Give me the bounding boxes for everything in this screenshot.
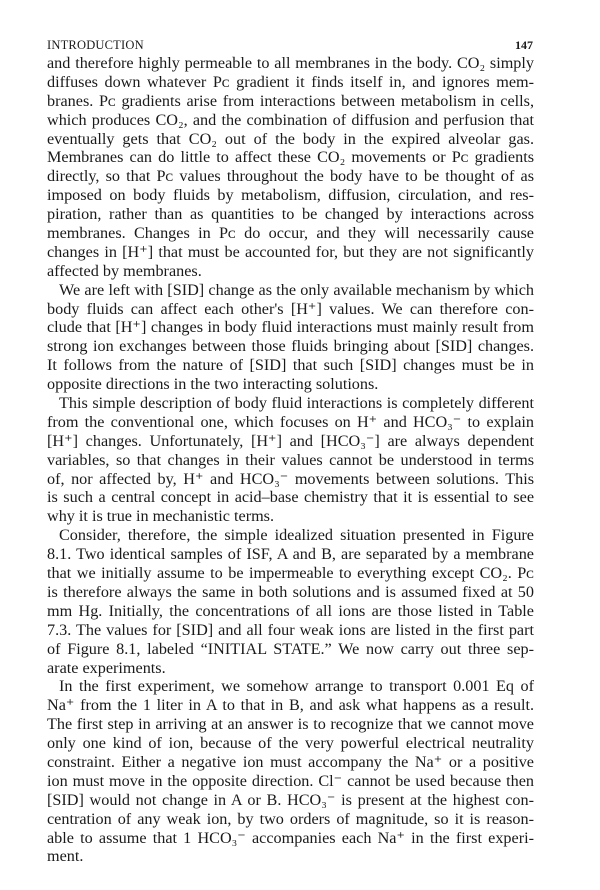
- text-line: ment.: [47, 847, 84, 866]
- text-line: affected by membranes.: [47, 261, 202, 280]
- text-line: imposed on body fluids by metabolism, diffusion, circulation, and res-: [47, 186, 534, 205]
- text-line: directly, so that Pᴄ values throughout the body have to be thought of as: [47, 167, 534, 186]
- text-line: Na⁺ from the 1 liter in A to that in B, and ask what happens as a result.: [47, 696, 534, 715]
- text-line: clude that [H⁺] changes in body fluid interactions must mainly result from: [47, 318, 534, 337]
- text-line: mm Hg. Initially, the concentrations of all ions are those listed in Table: [47, 601, 534, 620]
- text-line: [H⁺] changes. Unfortunately, [H⁺] and [HCO₃⁻] are always dependent: [47, 431, 534, 450]
- text-line: able to assume that 1 HCO₃⁻ accompanies each Na⁺ in the first experi-: [47, 828, 534, 847]
- paragraph: [47, 54, 534, 281]
- text-line: changes in [H⁺] that must be accounted for, but they are not significantly: [47, 242, 534, 261]
- text-line: that we initially assume to be impermeable to everything except CO₂. Pᴄ: [47, 564, 534, 583]
- text-line: constraint. Either a negative ion must accompany the Na⁺ or a positive: [47, 752, 534, 771]
- text-line: only one kind of ion, because of the very powerful electrical neutrality: [47, 734, 534, 753]
- text-line: ion must move in the opposite direction. Cl⁻ cannot be used because then: [47, 771, 534, 790]
- text-line: piration, rather than as quantities to be changed by interactions across: [47, 205, 534, 224]
- text-line: We are left with [SID] change as the only available mechanism by which: [59, 280, 534, 299]
- page-number: 147: [515, 38, 533, 52]
- text-line: branes. Pᴄ gradients arise from interactions between metabolism in cells,: [47, 91, 534, 110]
- text-line: diffuses down whatever Pᴄ gradient it finds itself in, and ignores mem-: [47, 72, 534, 91]
- paragraph: [47, 677, 534, 866]
- paragraph: [47, 526, 534, 677]
- text-line: 8.1. Two identical samples of ISF, A and B, are separated by a membrane: [47, 545, 534, 564]
- text-line: [SID] would not change in A or B. HCO₃⁻ is present at the highest con-: [47, 790, 534, 809]
- text-line: Consider, therefore, the simple idealized situation presented in Figure: [59, 526, 534, 545]
- text-line: It follows from the nature of [SID] that such [SID] changes must be in: [47, 356, 534, 375]
- text-line: why it is true in mechanistic terms.: [47, 507, 275, 526]
- text-line: which produces CO₂, and the combination of diffusion and perfusion that: [47, 110, 534, 129]
- text-line: is therefore always the same in both solutions and is assumed fixed at 50: [47, 582, 534, 601]
- text-line: from the conventional one, which focuses on H⁺ and HCO₃⁻ to explain: [47, 412, 534, 431]
- text-line: of Figure 8.1, labeled “INITIAL STATE.” We now carry out three sep-: [47, 639, 534, 658]
- text-line: and therefore highly permeable to all membranes in the body. CO₂ simply: [47, 54, 534, 72]
- text-line: is such a central concept in acid–base chemistry that it is essential to see: [47, 488, 534, 507]
- text-line: eventually gets that CO₂ out of the body in the expired alveolar gas.: [47, 129, 534, 148]
- body-text: [47, 54, 534, 866]
- text-line: Membranes can do little to affect these CO₂ movements or Pᴄ gradients: [47, 148, 534, 167]
- text-line: variables, so that changes in their values cannot be understood in terms: [47, 450, 534, 469]
- text-line: This simple description of body fluid interactions is completely different: [59, 394, 534, 413]
- text-line: of, nor affected by, H⁺ and HCO₃⁻ movements between solutions. This: [47, 469, 534, 488]
- text-line: arate experiments.: [47, 658, 166, 677]
- section-title: INTRODUCTION: [47, 38, 144, 52]
- paragraph: [47, 394, 534, 526]
- text-line: 7.3. The values for [SID] and all four weak ions are listed in the first part: [47, 620, 534, 639]
- text-line: opposite directions in the two interacting solutions.: [47, 375, 379, 394]
- text-line: strong ion exchanges between those fluids bringing about [SID] changes.: [47, 337, 534, 356]
- text-line: membranes. Changes in Pᴄ do occur, and they will necessarily cause: [47, 224, 534, 243]
- paragraph: [47, 281, 534, 394]
- text-line: The first step in arriving at an answer is to recognize that we cannot move: [47, 715, 534, 734]
- text-line: In the first experiment, we somehow arrange to transport 0.001 Eq of: [59, 677, 534, 696]
- text-line: body fluids can affect each other's [H⁺] values. We can therefore con-: [47, 299, 534, 318]
- text-line: centration of any weak ion, by two orders of magnitude, so it is reason-: [47, 809, 534, 828]
